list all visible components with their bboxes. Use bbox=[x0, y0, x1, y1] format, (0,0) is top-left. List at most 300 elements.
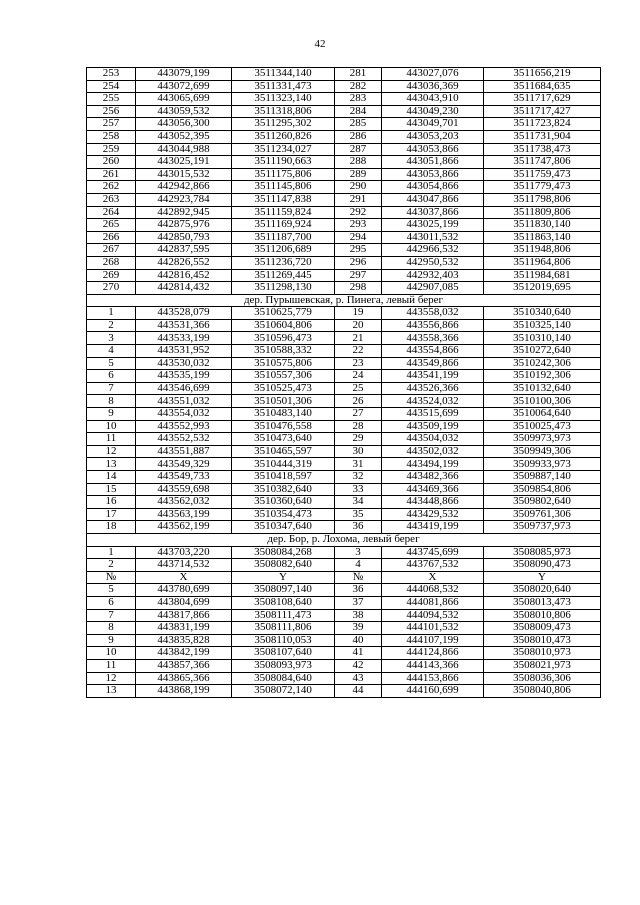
table-row bbox=[87, 458, 601, 471]
y-coordinate: 3511318,806 bbox=[232, 105, 335, 118]
table-row bbox=[87, 357, 601, 370]
point-number: 259 bbox=[87, 143, 136, 156]
table-row bbox=[87, 168, 601, 181]
table-row bbox=[87, 156, 601, 169]
x-coordinate: 444068,532 bbox=[382, 584, 484, 597]
point-number: 34 bbox=[335, 496, 382, 509]
x-coordinate: 443703,220 bbox=[136, 546, 232, 559]
x-coordinate: 443767,532 bbox=[382, 559, 484, 572]
y-coordinate: 3509973,973 bbox=[484, 433, 601, 446]
table-row bbox=[87, 659, 601, 672]
x-coordinate: 443053,866 bbox=[382, 143, 484, 156]
x-coordinate: 443530,032 bbox=[136, 357, 232, 370]
table-row bbox=[87, 609, 601, 622]
y-coordinate: 3511738,473 bbox=[484, 143, 601, 156]
table-row bbox=[87, 256, 601, 269]
table-row bbox=[87, 143, 601, 156]
coordinates-table bbox=[86, 67, 601, 698]
y-coordinate: 3511948,806 bbox=[484, 244, 601, 257]
x-coordinate: 443541,199 bbox=[382, 370, 484, 383]
x-coordinate: 443714,532 bbox=[136, 559, 232, 572]
y-coordinate: 3511323,140 bbox=[232, 93, 335, 106]
x-coordinate: 443015,532 bbox=[136, 168, 232, 181]
y-coordinate: 3511145,806 bbox=[232, 181, 335, 194]
y-coordinate: 3508090,473 bbox=[484, 559, 601, 572]
point-number: 39 bbox=[335, 622, 382, 635]
table-row bbox=[87, 521, 601, 534]
point-number: 255 bbox=[87, 93, 136, 106]
table-row bbox=[87, 231, 601, 244]
x-coordinate: 443552,532 bbox=[136, 433, 232, 446]
table-row bbox=[87, 395, 601, 408]
point-number: 21 bbox=[335, 332, 382, 345]
table-row bbox=[87, 382, 601, 395]
x-coordinate: 442907,085 bbox=[382, 282, 484, 295]
x-coordinate: 443051,866 bbox=[382, 156, 484, 169]
x-coordinate: 443509,199 bbox=[382, 420, 484, 433]
y-coordinate: 3511779,473 bbox=[484, 181, 601, 194]
x-coordinate: 442942,866 bbox=[136, 181, 232, 194]
point-number: 9 bbox=[87, 634, 136, 647]
y-coordinate: 3510192,306 bbox=[484, 370, 601, 383]
y-coordinate: 3511331,473 bbox=[232, 80, 335, 93]
point-number: 253 bbox=[87, 68, 136, 81]
x-coordinate: 443419,199 bbox=[382, 521, 484, 534]
y-coordinate: 3511723,824 bbox=[484, 118, 601, 131]
x-coordinate: 443053,866 bbox=[382, 168, 484, 181]
y-coordinate: 3510588,332 bbox=[232, 345, 335, 358]
y-coordinate: 3510347,640 bbox=[232, 521, 335, 534]
y-coordinate: 3508021,973 bbox=[484, 659, 601, 672]
point-number: 40 bbox=[335, 634, 382, 647]
x-coordinate: 443558,032 bbox=[382, 307, 484, 320]
point-number: 3 bbox=[335, 546, 382, 559]
point-number: 26 bbox=[335, 395, 382, 408]
point-number: 2 bbox=[87, 319, 136, 332]
y-coordinate: 3508013,473 bbox=[484, 596, 601, 609]
table-row bbox=[87, 584, 601, 597]
point-number: 36 bbox=[335, 584, 382, 597]
point-number: 43 bbox=[335, 672, 382, 685]
point-number: 288 bbox=[335, 156, 382, 169]
point-number: 38 bbox=[335, 609, 382, 622]
point-number: 11 bbox=[87, 659, 136, 672]
point-number: 258 bbox=[87, 130, 136, 143]
y-coordinate: 3508108,640 bbox=[232, 596, 335, 609]
point-number: 264 bbox=[87, 206, 136, 219]
table-row bbox=[87, 508, 601, 521]
table-row bbox=[87, 68, 601, 81]
x-coordinate: 443554,866 bbox=[382, 345, 484, 358]
x-coordinate: 443054,866 bbox=[382, 181, 484, 194]
point-number: 294 bbox=[335, 231, 382, 244]
table-row bbox=[87, 471, 601, 484]
y-coordinate: 3511809,806 bbox=[484, 206, 601, 219]
table-row bbox=[87, 206, 601, 219]
table-row bbox=[87, 483, 601, 496]
point-number: 36 bbox=[335, 521, 382, 534]
x-coordinate: 443831,199 bbox=[136, 622, 232, 635]
x-coordinate: 442826,552 bbox=[136, 256, 232, 269]
x-coordinate: 443079,199 bbox=[136, 68, 232, 81]
y-coordinate: 3510064,640 bbox=[484, 408, 601, 421]
table-row bbox=[87, 370, 601, 383]
table-row bbox=[87, 193, 601, 206]
x-coordinate: 444153,866 bbox=[382, 672, 484, 685]
point-number: 35 bbox=[335, 508, 382, 521]
table-row bbox=[87, 596, 601, 609]
y-coordinate: 3511187,700 bbox=[232, 231, 335, 244]
x-coordinate: 443065,699 bbox=[136, 93, 232, 106]
y-coordinate: 3510272,640 bbox=[484, 345, 601, 358]
x-coordinate: 443554,032 bbox=[136, 408, 232, 421]
x-coordinate: 443469,366 bbox=[382, 483, 484, 496]
y-coordinate: 3510025,473 bbox=[484, 420, 601, 433]
table-row bbox=[87, 118, 601, 131]
y-coordinate: 3510596,473 bbox=[232, 332, 335, 345]
x-coordinate: 443526,366 bbox=[382, 382, 484, 395]
point-number: 20 bbox=[335, 319, 382, 332]
point-number: 291 bbox=[335, 193, 382, 206]
point-number: 254 bbox=[87, 80, 136, 93]
x-coordinate: 442875,976 bbox=[136, 219, 232, 232]
y-coordinate: 3510360,640 bbox=[232, 496, 335, 509]
x-coordinate: 443037,866 bbox=[382, 206, 484, 219]
y-coordinate: 3509761,306 bbox=[484, 508, 601, 521]
point-number: 18 bbox=[87, 521, 136, 534]
point-number: 270 bbox=[87, 282, 136, 295]
y-coordinate: 3511169,924 bbox=[232, 219, 335, 232]
y-coordinate: 3510575,806 bbox=[232, 357, 335, 370]
y-coordinate: 3509949,306 bbox=[484, 445, 601, 458]
x-coordinate: 443817,866 bbox=[136, 609, 232, 622]
point-number: 31 bbox=[335, 458, 382, 471]
point-number: 257 bbox=[87, 118, 136, 131]
table-row bbox=[87, 672, 601, 685]
point-number: 14 bbox=[87, 471, 136, 484]
x-coordinate: 443043,910 bbox=[382, 93, 484, 106]
point-number: 42 bbox=[335, 659, 382, 672]
table-row bbox=[87, 433, 601, 446]
x-coordinate: 443780,699 bbox=[136, 584, 232, 597]
x-coordinate: 443549,329 bbox=[136, 458, 232, 471]
x-coordinate: 443549,733 bbox=[136, 471, 232, 484]
y-coordinate: 3510354,473 bbox=[232, 508, 335, 521]
x-coordinate: 443558,366 bbox=[382, 332, 484, 345]
point-number: 7 bbox=[87, 609, 136, 622]
y-coordinate: 3510557,306 bbox=[232, 370, 335, 383]
table-row bbox=[87, 319, 601, 332]
point-number: 6 bbox=[87, 596, 136, 609]
x-coordinate: 443868,199 bbox=[136, 685, 232, 698]
y-coordinate: 3512019,695 bbox=[484, 282, 601, 295]
x-coordinate: 442950,532 bbox=[382, 256, 484, 269]
x-coordinate: 443562,199 bbox=[136, 521, 232, 534]
table-row bbox=[87, 685, 601, 698]
y-coordinate: 3511234,027 bbox=[232, 143, 335, 156]
y-coordinate: 3510625,779 bbox=[232, 307, 335, 320]
point-number: 32 bbox=[335, 471, 382, 484]
point-number: 262 bbox=[87, 181, 136, 194]
y-coordinate: 3510382,640 bbox=[232, 483, 335, 496]
x-coordinate: 443552,993 bbox=[136, 420, 232, 433]
point-number: 267 bbox=[87, 244, 136, 257]
y-coordinate: 3508082,640 bbox=[232, 559, 335, 572]
x-coordinate: 443053,203 bbox=[382, 130, 484, 143]
y-coordinate: 3510132,640 bbox=[484, 382, 601, 395]
x-coordinate: 443535,199 bbox=[136, 370, 232, 383]
x-coordinate: 443025,191 bbox=[136, 156, 232, 169]
table-row bbox=[87, 420, 601, 433]
y-coordinate: 3511798,806 bbox=[484, 193, 601, 206]
x-coordinate: 444081,866 bbox=[382, 596, 484, 609]
column-header: № bbox=[335, 571, 382, 584]
point-number: 9 bbox=[87, 408, 136, 421]
column-header: Y bbox=[232, 571, 335, 584]
point-number: 2 bbox=[87, 559, 136, 572]
point-number: 10 bbox=[87, 420, 136, 433]
y-coordinate: 3511236,720 bbox=[232, 256, 335, 269]
table-row bbox=[87, 345, 601, 358]
table-row bbox=[87, 307, 601, 320]
y-coordinate: 3510501,306 bbox=[232, 395, 335, 408]
table-row bbox=[87, 219, 601, 232]
y-coordinate: 3508010,973 bbox=[484, 647, 601, 660]
section-title: дер. Пурышевская, р. Пинега, левый берег bbox=[87, 294, 601, 307]
y-coordinate: 3508111,473 bbox=[232, 609, 335, 622]
point-number: 290 bbox=[335, 181, 382, 194]
y-coordinate: 3510465,597 bbox=[232, 445, 335, 458]
table-row bbox=[87, 181, 601, 194]
x-coordinate: 444094,532 bbox=[382, 609, 484, 622]
y-coordinate: 3510444,319 bbox=[232, 458, 335, 471]
point-number: 297 bbox=[335, 269, 382, 282]
point-number: 29 bbox=[335, 433, 382, 446]
x-coordinate: 443531,366 bbox=[136, 319, 232, 332]
x-coordinate: 442816,452 bbox=[136, 269, 232, 282]
section-row bbox=[87, 294, 601, 307]
column-header: X bbox=[382, 571, 484, 584]
table-row bbox=[87, 80, 601, 93]
x-coordinate: 442966,532 bbox=[382, 244, 484, 257]
x-coordinate: 443745,699 bbox=[382, 546, 484, 559]
y-coordinate: 3511731,904 bbox=[484, 130, 601, 143]
y-coordinate: 3511269,445 bbox=[232, 269, 335, 282]
x-coordinate: 443494,199 bbox=[382, 458, 484, 471]
x-coordinate: 443049,230 bbox=[382, 105, 484, 118]
table-row bbox=[87, 93, 601, 106]
x-coordinate: 443556,866 bbox=[382, 319, 484, 332]
point-number: 13 bbox=[87, 458, 136, 471]
y-coordinate: 3511344,140 bbox=[232, 68, 335, 81]
x-coordinate: 444107,199 bbox=[382, 634, 484, 647]
x-coordinate: 443059,532 bbox=[136, 105, 232, 118]
point-number: 7 bbox=[87, 382, 136, 395]
point-number: 10 bbox=[87, 647, 136, 660]
table-row bbox=[87, 634, 601, 647]
point-number: 261 bbox=[87, 168, 136, 181]
column-header: X bbox=[136, 571, 232, 584]
y-coordinate: 3508097,140 bbox=[232, 584, 335, 597]
point-number: 295 bbox=[335, 244, 382, 257]
point-number: 268 bbox=[87, 256, 136, 269]
x-coordinate: 443049,701 bbox=[382, 118, 484, 131]
point-number: 27 bbox=[335, 408, 382, 421]
x-coordinate: 444160,699 bbox=[382, 685, 484, 698]
x-coordinate: 443515,699 bbox=[382, 408, 484, 421]
table-row bbox=[87, 546, 601, 559]
y-coordinate: 3510310,140 bbox=[484, 332, 601, 345]
point-number: 5 bbox=[87, 584, 136, 597]
y-coordinate: 3511175,806 bbox=[232, 168, 335, 181]
header-row bbox=[87, 571, 601, 584]
y-coordinate: 3511147,838 bbox=[232, 193, 335, 206]
y-coordinate: 3511206,689 bbox=[232, 244, 335, 257]
y-coordinate: 3511159,824 bbox=[232, 206, 335, 219]
y-coordinate: 3510473,640 bbox=[232, 433, 335, 446]
x-coordinate: 443025,199 bbox=[382, 219, 484, 232]
point-number: 3 bbox=[87, 332, 136, 345]
point-number: 283 bbox=[335, 93, 382, 106]
y-coordinate: 3509854,806 bbox=[484, 483, 601, 496]
point-number: 30 bbox=[335, 445, 382, 458]
y-coordinate: 3511656,219 bbox=[484, 68, 601, 81]
point-number: 296 bbox=[335, 256, 382, 269]
y-coordinate: 3510242,306 bbox=[484, 357, 601, 370]
y-coordinate: 3511964,806 bbox=[484, 256, 601, 269]
x-coordinate: 443056,300 bbox=[136, 118, 232, 131]
y-coordinate: 3510418,597 bbox=[232, 471, 335, 484]
y-coordinate: 3508036,306 bbox=[484, 672, 601, 685]
y-coordinate: 3511298,130 bbox=[232, 282, 335, 295]
point-number: 289 bbox=[335, 168, 382, 181]
table-row bbox=[87, 647, 601, 660]
y-coordinate: 3510525,473 bbox=[232, 382, 335, 395]
x-coordinate: 442923,784 bbox=[136, 193, 232, 206]
y-coordinate: 3508040,806 bbox=[484, 685, 601, 698]
y-coordinate: 3511863,140 bbox=[484, 231, 601, 244]
y-coordinate: 3508084,268 bbox=[232, 546, 335, 559]
x-coordinate: 443835,828 bbox=[136, 634, 232, 647]
point-number: 12 bbox=[87, 445, 136, 458]
x-coordinate: 442932,403 bbox=[382, 269, 484, 282]
table-row bbox=[87, 622, 601, 635]
point-number: 28 bbox=[335, 420, 382, 433]
y-coordinate: 3508111,806 bbox=[232, 622, 335, 635]
x-coordinate: 443429,532 bbox=[382, 508, 484, 521]
point-number: 4 bbox=[335, 559, 382, 572]
page-number: 42 bbox=[314, 38, 326, 50]
point-number: 44 bbox=[335, 685, 382, 698]
y-coordinate: 3508107,640 bbox=[232, 647, 335, 660]
point-number: 19 bbox=[335, 307, 382, 320]
y-coordinate: 3511759,473 bbox=[484, 168, 601, 181]
y-coordinate: 3508010,473 bbox=[484, 634, 601, 647]
y-coordinate: 3510325,140 bbox=[484, 319, 601, 332]
point-number: 17 bbox=[87, 508, 136, 521]
y-coordinate: 3511295,302 bbox=[232, 118, 335, 131]
y-coordinate: 3508084,640 bbox=[232, 672, 335, 685]
coordinates-table-body bbox=[87, 68, 601, 698]
y-coordinate: 3510483,140 bbox=[232, 408, 335, 421]
x-coordinate: 443865,366 bbox=[136, 672, 232, 685]
table-row bbox=[87, 105, 601, 118]
x-coordinate: 442814,432 bbox=[136, 282, 232, 295]
point-number: 281 bbox=[335, 68, 382, 81]
table-row bbox=[87, 282, 601, 295]
point-number: 41 bbox=[335, 647, 382, 660]
table-row bbox=[87, 269, 601, 282]
table-row bbox=[87, 445, 601, 458]
point-number: 33 bbox=[335, 483, 382, 496]
point-number: 11 bbox=[87, 433, 136, 446]
x-coordinate: 443857,366 bbox=[136, 659, 232, 672]
point-number: 24 bbox=[335, 370, 382, 383]
point-number: 6 bbox=[87, 370, 136, 383]
x-coordinate: 443011,532 bbox=[382, 231, 484, 244]
column-header: Y bbox=[484, 571, 601, 584]
section-title: дер. Бор, р. Лохома, левый берег bbox=[87, 533, 601, 546]
x-coordinate: 443551,032 bbox=[136, 395, 232, 408]
y-coordinate: 3508020,640 bbox=[484, 584, 601, 597]
x-coordinate: 443559,698 bbox=[136, 483, 232, 496]
x-coordinate: 443502,032 bbox=[382, 445, 484, 458]
y-coordinate: 3510476,558 bbox=[232, 420, 335, 433]
y-coordinate: 3509802,640 bbox=[484, 496, 601, 509]
x-coordinate: 443562,032 bbox=[136, 496, 232, 509]
point-number: 287 bbox=[335, 143, 382, 156]
x-coordinate: 443482,366 bbox=[382, 471, 484, 484]
point-number: 8 bbox=[87, 622, 136, 635]
x-coordinate: 444101,532 bbox=[382, 622, 484, 635]
point-number: 269 bbox=[87, 269, 136, 282]
x-coordinate: 442850,793 bbox=[136, 231, 232, 244]
x-coordinate: 443528,079 bbox=[136, 307, 232, 320]
x-coordinate: 442892,945 bbox=[136, 206, 232, 219]
x-coordinate: 443047,866 bbox=[382, 193, 484, 206]
x-coordinate: 443072,699 bbox=[136, 80, 232, 93]
table-row bbox=[87, 244, 601, 257]
x-coordinate: 444143,366 bbox=[382, 659, 484, 672]
table-row bbox=[87, 332, 601, 345]
y-coordinate: 3511717,629 bbox=[484, 93, 601, 106]
y-coordinate: 3508009,473 bbox=[484, 622, 601, 635]
point-number: 8 bbox=[87, 395, 136, 408]
point-number: 285 bbox=[335, 118, 382, 131]
x-coordinate: 443036,369 bbox=[382, 80, 484, 93]
y-coordinate: 3508085,973 bbox=[484, 546, 601, 559]
point-number: 286 bbox=[335, 130, 382, 143]
point-number: 16 bbox=[87, 496, 136, 509]
table-row bbox=[87, 408, 601, 421]
x-coordinate: 443563,199 bbox=[136, 508, 232, 521]
x-coordinate: 443504,032 bbox=[382, 433, 484, 446]
y-coordinate: 3509737,973 bbox=[484, 521, 601, 534]
x-coordinate: 443027,076 bbox=[382, 68, 484, 81]
x-coordinate: 443052,395 bbox=[136, 130, 232, 143]
point-number: 298 bbox=[335, 282, 382, 295]
table-row bbox=[87, 130, 601, 143]
x-coordinate: 443531,952 bbox=[136, 345, 232, 358]
point-number: 4 bbox=[87, 345, 136, 358]
point-number: 15 bbox=[87, 483, 136, 496]
column-header: № bbox=[87, 571, 136, 584]
table-row bbox=[87, 559, 601, 572]
y-coordinate: 3509933,973 bbox=[484, 458, 601, 471]
y-coordinate: 3511260,826 bbox=[232, 130, 335, 143]
x-coordinate: 443549,866 bbox=[382, 357, 484, 370]
point-number: 265 bbox=[87, 219, 136, 232]
